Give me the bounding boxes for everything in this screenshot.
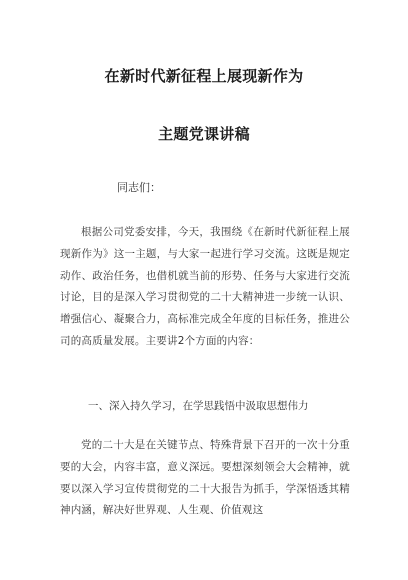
section-heading-1: 一、深入持久学习，在学思践悟中汲取思想伟力 — [88, 400, 309, 412]
paragraph-intro: 根据公司党委安排，今天，我围绕《在新时代新征程上展现新作为》这一主题，与大家一起进行学习交流。这既是规定动作、政治任务，也借机就当前的形势、任务与大家进行交流讨论，目的是深入学习贯彻党的二十大精神进一步统一认识、增强信心、凝聚合力，高标准完成全年度的目标任务，推进公司的高质量发展。主要讲2个方面的内容： — [60, 226, 350, 347]
greeting-text: 同志们： — [117, 181, 161, 194]
document-title: 在新时代新征程上展现新作为 — [104, 67, 304, 85]
document-subtitle: 主题党课讲稿 — [158, 125, 250, 143]
paragraph-section1: 党的二十大是在关键节点、特殊背景下召开的一次十分重要的大会，内容丰富，意义深远。要想深刻领会大会精神，就要以深入学习宣传贯彻党的二十大报告为抓手，学深悟透其精神内涵，解决好世界观、人生观、价值观这 — [60, 439, 350, 517]
